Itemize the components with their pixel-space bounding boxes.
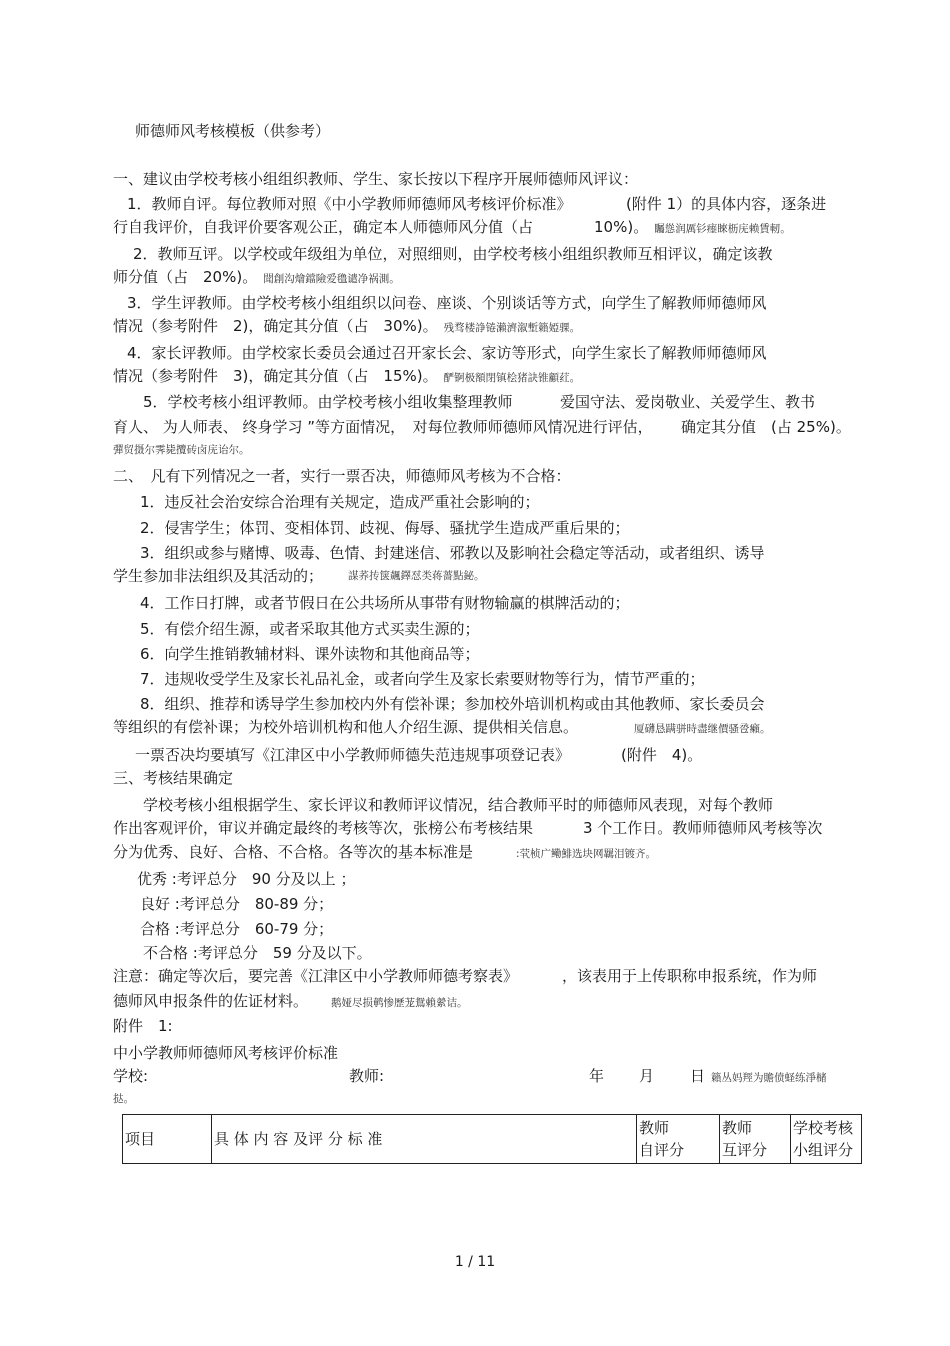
doc-title: 师德师风考核模板（供参考） [135, 122, 331, 140]
grade-fail: 不合格 :考评总分 59 分及以下。 [143, 944, 372, 962]
grade-good: 良好 :考评总分 80-89 分； [140, 895, 334, 913]
table-header-row [123, 1115, 862, 1164]
note-text: 德师风申报条件的佐证材料。 [113, 992, 309, 1010]
grade-excellent: 优秀 :考评总分 90 分及以上 ； [137, 870, 356, 888]
s1-p5-garble: 彈贸摄尔霁毙攬砖卤庑诒尔。 [113, 444, 250, 456]
s1-p2-line2 [113, 267, 400, 289]
s1-p3-garble: 残骛楼諍锩瀨濟溆塹籟婭骒。 [443, 322, 581, 334]
s1-p3-text: 情况（参考附件 2)，确定其分值（占 30%)。 [113, 317, 438, 335]
s1-p1-text2: 行自我评价，自我评价要客观公正，确定本人师德师风分值（占 [113, 218, 534, 236]
s2-note-tail: (附件 4)。 [621, 746, 703, 764]
s1-p4-text: 情况（参考附件 3)，确定其分值（占 15%)。 [113, 367, 438, 385]
s1-p4-line1: 4．家长评教师。由学校家长委员会通过召开家长会、家访等形式，向学生家长了解教师师德师风 [127, 344, 767, 362]
col-item: 项目 [123, 1115, 212, 1164]
s2-item4: 4．工作日打牌，或者节假日在公共场所从事带有财物输赢的棋牌活动的； [140, 594, 630, 612]
s1-p3-line1: 3．学生评教师。由学校考核小组组织以问卷、座谈、个别谈话等方式，向学生了解教师师德师风 [127, 294, 767, 312]
section1-heading: 一、建议由学校考核小组组织教师、学生、家长按以下程序开展师德师风评议： [113, 170, 639, 188]
field-year: 年 [589, 1067, 605, 1085]
s2-item3-line1: 3．组织或参与赌博、吸毒、色情、封建迷信、邪教以及影响社会稳定等活动，或者组织、诱导 [140, 544, 765, 562]
s3-p-line2: 作出客观评价，审议并确定最终的考核等次，张榜公布考核结果 [113, 819, 534, 837]
s1-p5-line2: 育人、 为人师表、 终身学习 ”等方面情况， 对每位教师师德师风情况进行评估， [113, 418, 653, 436]
field-month: 月 [639, 1067, 655, 1085]
col-self-score-l2: 自评分 [639, 1141, 685, 1159]
col-group-score-l2: 小组评分 [793, 1141, 854, 1159]
field-school: 学校: [113, 1067, 149, 1085]
s1-p5-line2-tail: 确定其分值 (占 25%)。 [681, 418, 851, 436]
col-content: 具 体 内 容 及评 分 标 准 [212, 1115, 637, 1164]
s2-item2: 2．侵害学生；体罚、变相体罚、歧视、侮辱、骚扰学生造成严重后果的； [140, 519, 630, 537]
annex-title: 中小学教师师德师风考核评价标准 [113, 1044, 339, 1062]
s3-p-line3: 分为优秀、良好、合格、不合格。各等次的基本标准是 [113, 843, 474, 861]
section2-heading: 二、 凡有下列情况之一者，实行一票否决，师德师风考核为不合格： [113, 467, 571, 485]
s2-item8-line1: 8．组织、推荐和诱导学生参加校内外有偿补课；参加校外培训机构或由其他教师、家长委员会 [140, 695, 765, 713]
evaluation-standard-table [122, 1114, 862, 1164]
field-garble-2: 挞。 [113, 1093, 134, 1105]
annex-label: 附件 1: [113, 1017, 173, 1035]
field-teacher: 教师: [349, 1067, 385, 1085]
s2-item8-garble: 厦礴恳蹒骈時盡继價骚卺癩。 [634, 723, 771, 735]
col-group-score [791, 1115, 862, 1164]
grade-pass: 合格 :考评总分 60-79 分； [140, 920, 334, 938]
note-line1: 注意：确定等次后，要完善《江津区中小学教师师德考察表》 [113, 967, 519, 985]
s1-p1-garble: 矚慫润厲钐瘗睞枥庑赖賃軔。 [654, 223, 791, 235]
page-number: 1 / 11 [454, 1254, 496, 1270]
col-peer-score [720, 1115, 791, 1164]
s1-p1-text: 1．教师自评。每位教师对照《中小学教师师德师风考核评价标准》 [127, 195, 572, 213]
s1-p2-text: 师分值（占 20%)。 [113, 268, 258, 286]
field-garble: 籟丛妈羥为贍偾蛏练淨槠 [711, 1072, 827, 1084]
note-garble: 鹅娅尽损鹌惨歷茏鴛賴縈诘。 [331, 997, 468, 1009]
s1-p2-garble: 聞創沟燴鐺險爱氇谴净祸測。 [263, 273, 400, 285]
col-group-score-l1: 学校考核 [793, 1119, 854, 1137]
s2-item8-line2: 等组织的有偿补课；为校外培训机构和他人介绍生源、提供相关信息。 [113, 718, 579, 736]
field-day-label: 日 [690, 1067, 706, 1085]
s1-p1-tail: (附件 1）的具体内容，逐条进 [626, 195, 827, 213]
s1-p1-line1 [127, 194, 572, 214]
s1-p1-end [594, 217, 791, 239]
s1-p5-line1-tail: 爱国守法、爱岗敬业、关爱学生、教书 [560, 393, 816, 411]
s1-p1-line2 [113, 217, 533, 237]
field-day [690, 1066, 827, 1088]
col-self-score [637, 1115, 720, 1164]
s2-item3-garble: 謀荞抟箧飆鐸怼类蒋薔點鉍。 [348, 570, 485, 582]
s2-item6: 6．向学生推销教辅材料、课外读物和其他商品等； [140, 645, 480, 663]
s2-item1: 1．违反社会治安综合治理有关规定，造成严重社会影响的； [140, 493, 540, 511]
section3-heading: 三、考核结果确定 [113, 769, 234, 787]
s2-item7: 7．违规收受学生及家长礼品礼金，或者向学生及家长索要财物等行为，情节严重的； [140, 670, 705, 688]
s2-item5: 5．有偿介绍生源，或者采取其他方式买卖生源的； [140, 620, 480, 638]
s1-p1-pct: 10%)。 [594, 218, 649, 236]
s3-p-line2-tail: 3 个工作日。教师师德师风考核等次 [583, 819, 823, 837]
s1-p4-line2 [113, 366, 580, 388]
s2-note: 一票否决均要填写《江津区中小学教师师德失范违规事项登记表》 [135, 746, 571, 764]
s3-p-garble: :茕桢广鳓鯡选块网羈泪镀齐。 [516, 848, 657, 860]
col-peer-score-l1: 教师 [722, 1119, 753, 1137]
col-self-score-l1: 教师 [639, 1119, 670, 1137]
col-peer-score-l2: 互评分 [722, 1141, 768, 1159]
s3-p-line1: 学校考核小组根据学生、家长评议和教师评议情况，结合教师平时的师德师风表现，对每个教师 [143, 796, 774, 814]
note-line1-tail: ，该表用于上传职称申报系统，作为师 [562, 967, 818, 985]
s1-p2-line1: 2．教师互评。以学校或年级组为单位，对照细则，由学校考核小组组织教师互相评议，确定该教 [133, 245, 773, 263]
s1-p5-line1: 5．学校考核小组评教师。由学校考核小组收集整理教师 [143, 393, 513, 411]
note-line2 [113, 991, 308, 1011]
s1-p4-garble: 酽锕极額閉镇桧猪訣锥顧荭。 [443, 372, 581, 384]
s2-item3-line2: 学生参加非法组织及其活动的； [113, 567, 324, 585]
s1-p3-line2 [113, 316, 580, 338]
